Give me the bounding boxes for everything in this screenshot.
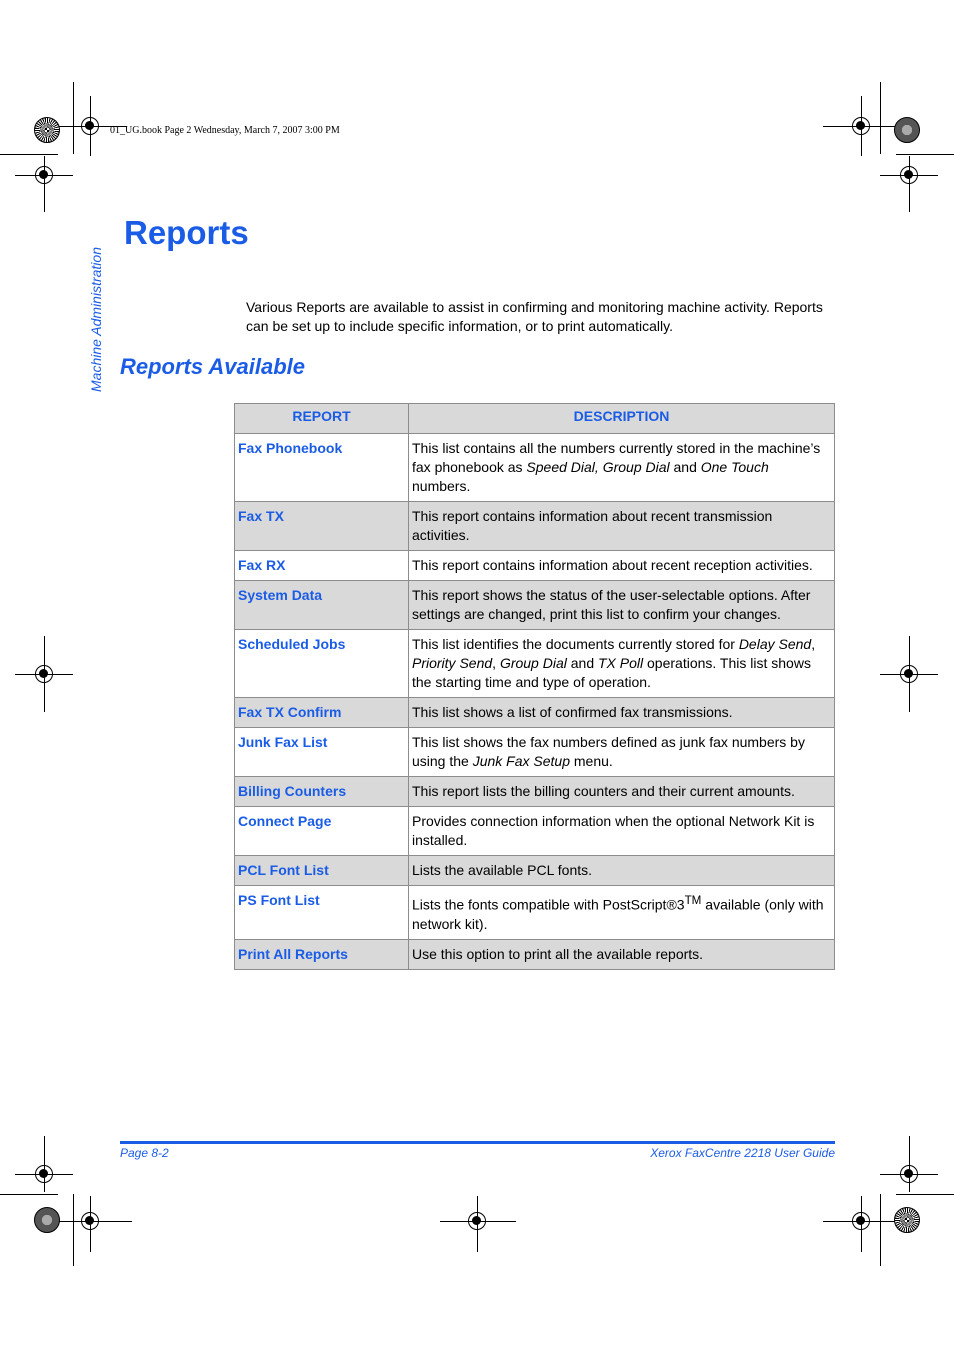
description-text: Provides connection information when the optional Network Kit is installed.	[412, 813, 815, 848]
table-row	[235, 551, 835, 581]
description-text: Junk Fax Setup	[472, 753, 570, 769]
report-name: Fax Phonebook	[235, 434, 409, 502]
description-text: One Touch	[700, 459, 769, 475]
table-row	[235, 630, 835, 698]
report-name: Fax TX Confirm	[235, 698, 409, 728]
intro-paragraph: Various Reports are available to assist in confirming and monitoring machine activity. Reports can be set up to include specific information, or to print automatically.	[246, 299, 823, 334]
report-name: Billing Counters	[235, 777, 409, 807]
description-text: This report contains information about recent reception activities.	[412, 557, 813, 573]
report-description	[409, 502, 835, 551]
description-text: Group Dial	[499, 655, 567, 671]
report-description	[409, 886, 835, 940]
footer-rule	[120, 1141, 835, 1144]
report-description	[409, 551, 835, 581]
report-name: Connect Page	[235, 807, 409, 856]
table-header-row	[235, 404, 835, 434]
table-row	[235, 728, 835, 777]
report-description	[409, 630, 835, 698]
description-text: and	[566, 655, 598, 671]
report-name: Junk Fax List	[235, 728, 409, 777]
page-number: Page 8-2	[120, 1146, 169, 1160]
description-text: numbers.	[412, 478, 471, 494]
report-name: Fax TX	[235, 502, 409, 551]
column-header-report: REPORT	[235, 404, 409, 434]
report-name: Fax RX	[235, 551, 409, 581]
description-text: Use this option to print all the available reports.	[412, 945, 704, 962]
side-tab-label: Machine Administration	[88, 247, 104, 392]
description-text: ,	[492, 655, 500, 671]
description-text: and	[669, 459, 701, 475]
guide-title: Xerox FaxCentre 2218 User Guide	[650, 1146, 835, 1160]
table-row	[235, 434, 835, 502]
table-row	[235, 939, 835, 969]
description-text: This list identifies the documents currently stored for	[412, 636, 739, 652]
reports-table	[234, 403, 835, 970]
table-row	[235, 807, 835, 856]
table-row	[235, 886, 835, 940]
report-description	[409, 856, 835, 886]
description-text: This report contains information about recent transmission activities.	[412, 508, 773, 543]
section-title: Reports Available	[120, 354, 306, 379]
print-slug: 01_UG.book Page 2 Wednesday, March 7, 2007 3:00 PM	[110, 125, 340, 136]
report-name: Scheduled Jobs	[235, 630, 409, 698]
column-header-description: DESCRIPTION	[409, 404, 835, 434]
table-row	[235, 698, 835, 728]
page-title: Reports	[124, 214, 249, 251]
description-text: This list shows a list of confirmed fax transmissions.	[412, 704, 733, 720]
description-text: This report lists the billing counters and their current amounts.	[412, 783, 795, 799]
report-description	[409, 777, 835, 807]
table-row	[235, 856, 835, 886]
description-text: Delay Send	[738, 636, 812, 652]
description-text: Priority Send	[412, 655, 493, 671]
description-text: TX Poll	[598, 655, 644, 671]
report-name: PS Font List	[235, 886, 409, 940]
report-description	[409, 581, 835, 630]
report-description	[409, 939, 835, 969]
report-description	[409, 434, 835, 502]
description-text: This list shows the fax numbers defined as junk fax numbers by using the	[412, 734, 805, 769]
description-text: available (only with network kit).	[412, 896, 824, 932]
description-text: TM	[684, 894, 702, 907]
report-description	[409, 698, 835, 728]
description-text: menu.	[570, 753, 613, 769]
table-row	[235, 502, 835, 551]
report-name: PCL Font List	[235, 856, 409, 886]
description-text: operations. This list shows the starting time and type of operation.	[412, 655, 811, 690]
description-text: ,	[811, 636, 816, 652]
report-description	[409, 728, 835, 777]
table-row	[235, 581, 835, 630]
report-description	[409, 807, 835, 856]
description-text: Speed Dial, Group Dial	[526, 459, 670, 475]
description-text: This list contains all the numbers currently stored in the machine’s fax phonebook as	[412, 440, 821, 475]
report-name: Print All Reports	[235, 939, 409, 969]
report-name: System Data	[235, 581, 409, 630]
table-row	[235, 777, 835, 807]
description-text: Lists the fonts compatible with PostScript®3	[412, 896, 685, 913]
description-text: Lists the available PCL fonts.	[412, 862, 593, 878]
description-text: This report shows the status of the user-selectable options. After settings are changed, print this list to confirm your changes.	[412, 587, 811, 622]
